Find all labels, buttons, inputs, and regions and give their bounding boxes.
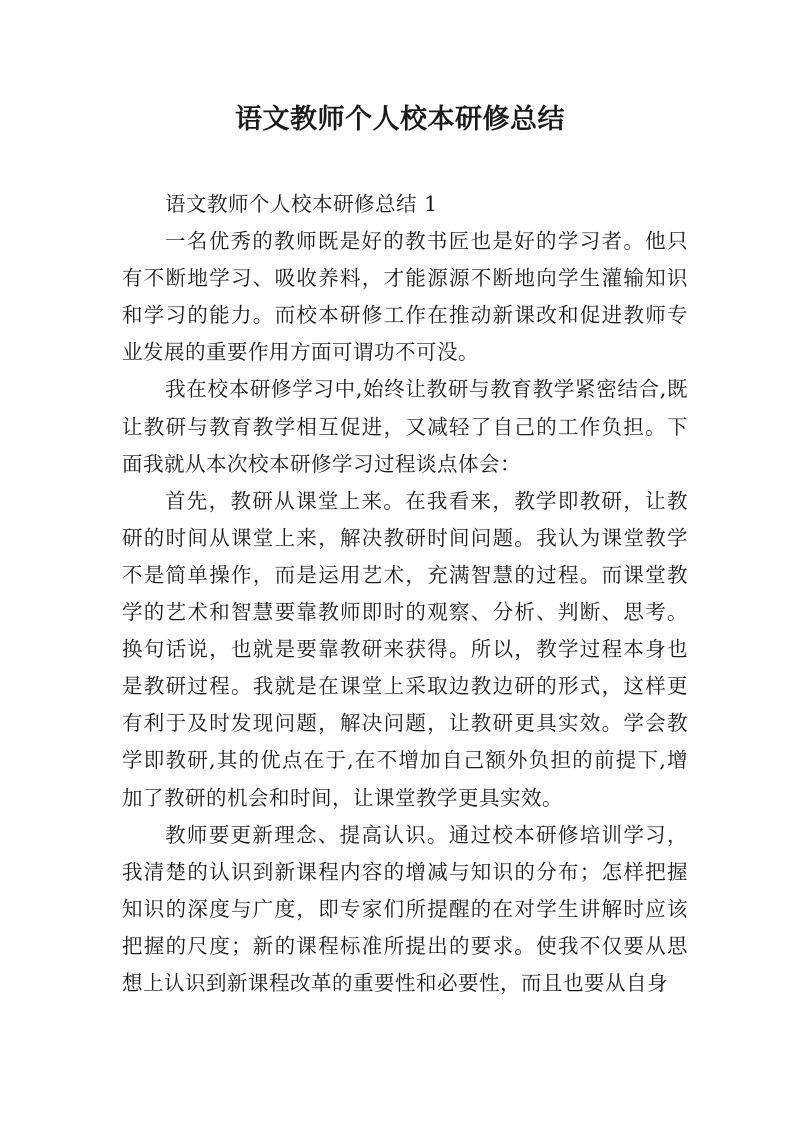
paragraph: 首先，教研从课堂上来。在我看来，教学即教研，让教研的时间从课堂上来，解决教研时间问题。我认为课堂教学不是简单操作，而是运用艺术，充满智慧的过程。而课堂教学的艺术和智慧要靠教师即时的观察、分析、判断、思考。换句话说，也就是要靠教研来获得。所以，教学过程本身也是教研过程。我就是在课堂上采取边教边研的形式，这样更有利于及时发现问题，解决问题，让教研更具实效。学会教学即教研,其的优点在于,在不增加自己额外负担的前提下,增加了教研的机会和时间，让课堂教学更具实效。 <box>122 488 688 810</box>
paragraph: 教师要更新理念、提高认识。通过校本研修培训学习，我清楚的认识到新课程内容的增减与知识的分布；怎样把握知识的深度与广度，即专家们所提醒的在对学生讲解时应该把握的尺度；新的课程标准所提出的要求。使我不仅要从思想上认识到新课程改革的重要性和必要性，而且也要从自身 <box>122 822 688 995</box>
document-title: 语文教师个人校本研修总结 <box>235 104 565 135</box>
paragraph: 我在校本研修学习中,始终让教研与教育教学紧密结合,既让教研与教育教学相互促进，又减轻了自己的工作负担。下面我就从本次校本研修学习过程谈点体会： <box>122 377 688 476</box>
paragraph: 一名优秀的教师既是好的教书匠也是好的学习者。他只有不断地学习、吸收养料，才能源源不断地向学生灌输知识和学习的能力。而校本研修工作在推动新课改和促进教师专业发展的重要作用方面可谓功不可没。 <box>122 229 688 365</box>
section-subtitle: 语文教师个人校本研修总结 1 <box>165 192 438 216</box>
document-body <box>122 186 688 1002</box>
